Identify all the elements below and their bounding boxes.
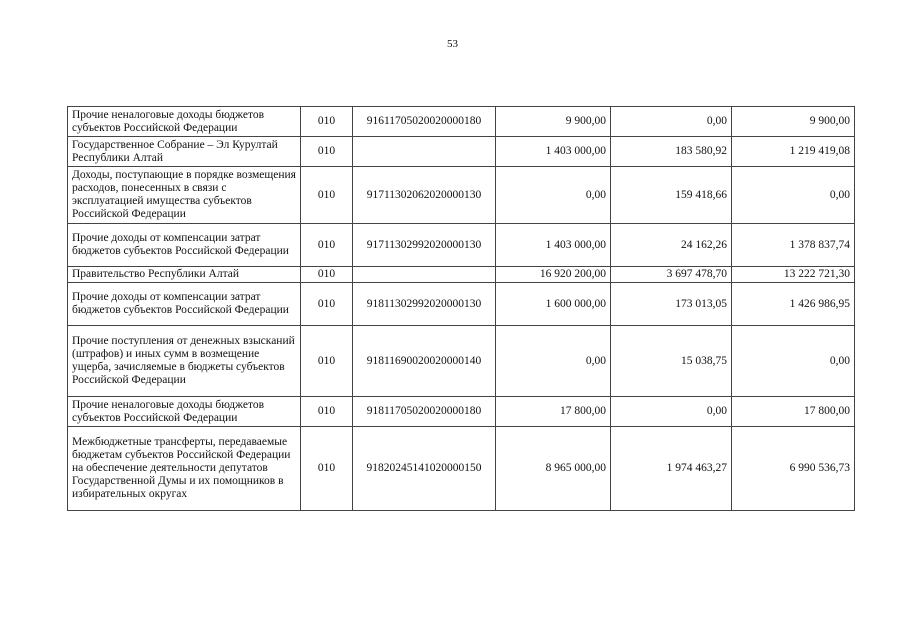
row-kbk-cell: 91811302992020000130 bbox=[353, 283, 496, 326]
row-remaining-cell: 1 219 419,08 bbox=[732, 137, 855, 167]
row-executed-cell: 159 418,66 bbox=[611, 167, 732, 224]
row-approved-cell: 1 403 000,00 bbox=[496, 137, 611, 167]
table-row bbox=[68, 267, 855, 283]
table-row bbox=[68, 283, 855, 326]
row-kbk-cell: 91611705020020000180 bbox=[353, 107, 496, 137]
row-code-cell: 010 bbox=[301, 167, 353, 224]
row-executed-cell: 173 013,05 bbox=[611, 283, 732, 326]
row-name-cell: Доходы, поступающие в порядке возмещения расходов, понесенных в связи с эксплуатацией имущества субъектов Российской Федерации bbox=[68, 167, 301, 224]
row-code-cell: 010 bbox=[301, 326, 353, 397]
row-executed-cell: 24 162,26 bbox=[611, 224, 732, 267]
row-executed-cell: 0,00 bbox=[611, 107, 732, 137]
row-code-cell: 010 bbox=[301, 224, 353, 267]
row-name-cell: Прочие неналоговые доходы бюджетов субъектов Российской Федерации bbox=[68, 107, 301, 137]
row-name-cell: Правительство Республики Алтай bbox=[68, 267, 301, 283]
row-code-cell: 010 bbox=[301, 267, 353, 283]
table-row bbox=[68, 326, 855, 397]
row-remaining-cell: 0,00 bbox=[732, 167, 855, 224]
row-name-cell: Прочие доходы от компенсации затрат бюджетов субъектов Российской Федерации bbox=[68, 283, 301, 326]
table-row bbox=[68, 137, 855, 167]
row-kbk-cell: 91711302992020000130 bbox=[353, 224, 496, 267]
row-executed-cell: 15 038,75 bbox=[611, 326, 732, 397]
row-executed-cell: 0,00 bbox=[611, 397, 732, 427]
row-remaining-cell: 1 378 837,74 bbox=[732, 224, 855, 267]
row-approved-cell: 8 965 000,00 bbox=[496, 427, 611, 511]
row-remaining-cell: 0,00 bbox=[732, 326, 855, 397]
row-kbk-cell bbox=[353, 267, 496, 283]
row-code-cell: 010 bbox=[301, 397, 353, 427]
row-executed-cell: 183 580,92 bbox=[611, 137, 732, 167]
table-row bbox=[68, 167, 855, 224]
row-name-cell: Прочие неналоговые доходы бюджетов субъектов Российской Федерации bbox=[68, 397, 301, 427]
table-row bbox=[68, 107, 855, 137]
row-kbk-cell: 91811705020020000180 bbox=[353, 397, 496, 427]
row-executed-cell: 3 697 478,70 bbox=[611, 267, 732, 283]
row-kbk-cell: 91820245141020000150 bbox=[353, 427, 496, 511]
row-code-cell: 010 bbox=[301, 137, 353, 167]
row-executed-cell: 1 974 463,27 bbox=[611, 427, 732, 511]
row-approved-cell: 1 403 000,00 bbox=[496, 224, 611, 267]
budget-table bbox=[67, 106, 855, 511]
row-kbk-cell: 91711302062020000130 bbox=[353, 167, 496, 224]
table-row bbox=[68, 224, 855, 267]
row-code-cell: 010 bbox=[301, 427, 353, 511]
row-name-cell: Прочие поступления от денежных взысканий (штрафов) и иных сумм в возмещение ущерба, зачисляемые в бюджеты субъектов Российской Федерации bbox=[68, 326, 301, 397]
table-row bbox=[68, 427, 855, 511]
row-remaining-cell: 13 222 721,30 bbox=[732, 267, 855, 283]
row-kbk-cell bbox=[353, 137, 496, 167]
row-remaining-cell: 9 900,00 bbox=[732, 107, 855, 137]
row-code-cell: 010 bbox=[301, 107, 353, 137]
row-approved-cell: 9 900,00 bbox=[496, 107, 611, 137]
row-remaining-cell: 6 990 536,73 bbox=[732, 427, 855, 511]
page-number: 53 bbox=[447, 38, 458, 50]
row-approved-cell: 16 920 200,00 bbox=[496, 267, 611, 283]
row-name-cell: Прочие доходы от компенсации затрат бюджетов субъектов Российской Федерации bbox=[68, 224, 301, 267]
row-code-cell: 010 bbox=[301, 283, 353, 326]
row-name-cell: Государственное Собрание – Эл Курултай Республики Алтай bbox=[68, 137, 301, 167]
row-approved-cell: 0,00 bbox=[496, 326, 611, 397]
row-approved-cell: 1 600 000,00 bbox=[496, 283, 611, 326]
row-remaining-cell: 1 426 986,95 bbox=[732, 283, 855, 326]
table-row bbox=[68, 397, 855, 427]
row-name-cell: Межбюджетные трансферты, передаваемые бюджетам субъектов Российской Федерации на обеспечение деятельности депутатов Государственной Думы и их помощников в избирательных округах bbox=[68, 427, 301, 511]
row-kbk-cell: 91811690020020000140 bbox=[353, 326, 496, 397]
row-remaining-cell: 17 800,00 bbox=[732, 397, 855, 427]
row-approved-cell: 0,00 bbox=[496, 167, 611, 224]
row-approved-cell: 17 800,00 bbox=[496, 397, 611, 427]
